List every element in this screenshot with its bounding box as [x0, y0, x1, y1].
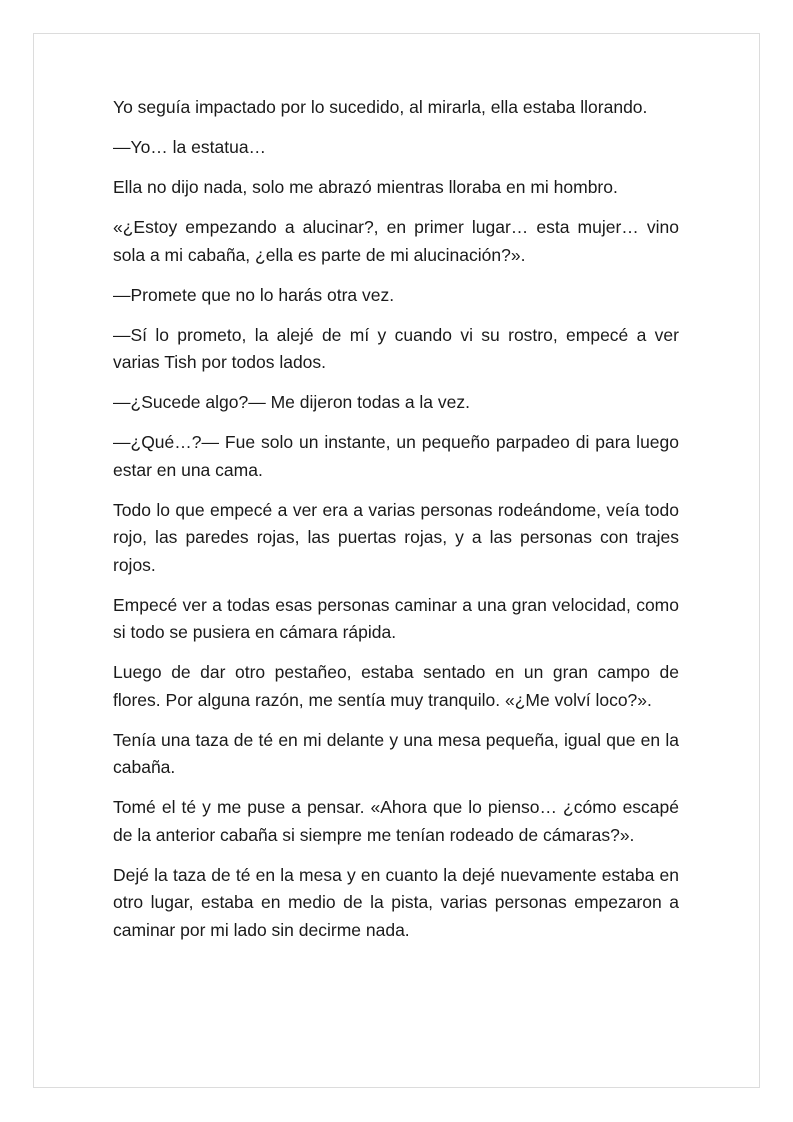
- paragraph: —Promete que no lo harás otra vez.: [113, 284, 395, 305]
- paragraph: —Sí lo prometo, la alejé de mí y cuando vi su rostro, empecé a ver varias Tish por todos lados.: [113, 324, 679, 372]
- paragraph: Tomé el té y me puse a pensar. «Ahora que lo pienso… ¿cómo escapé de la anterior cabaña si siempre me tenían rodeado de cámaras?».: [113, 797, 679, 845]
- paragraph: —¿Sucede algo?— Me dijeron todas a la vez.: [113, 392, 470, 412]
- paragraph: —¿Qué…?— Fue solo un instante, un pequeño parpadeo di para luego estar en una cama.: [113, 432, 679, 480]
- paragraph: Luego de dar otro pestañeo, estaba sentado en un gran campo de flores. Por alguna razón, me sentía muy tranquilo. «¿Me volví loco?».: [113, 662, 679, 710]
- paragraph: Todo lo que empecé a ver era a varias personas rodeándome, veía todo rojo, las paredes rojas, las puertas rojas, y a las personas con trajes rojos.: [113, 499, 679, 575]
- paragraph: Tenía una taza de té en mi delante y una mesa pequeña, igual que en la cabaña.: [113, 729, 679, 777]
- paragraph: —Yo… la estatua…: [113, 137, 267, 157]
- paragraph: Dejé la taza de té en la mesa y en cuanto la dejé nuevamente estaba en otro lugar, estaba en medio de la pista, varias personas empezaron a caminar por mi lado sin decirme nada.: [113, 864, 679, 940]
- paragraph: Ella no dijo nada, solo me abrazó mientras lloraba en mi hombro.: [113, 177, 618, 197]
- document-body: [113, 94, 679, 957]
- paragraph: «¿Estoy empezando a alucinar?, en primer lugar… esta mujer… vino sola a mi cabaña, ¿ella es parte de mi alucinación?».: [113, 217, 679, 265]
- paragraph: Yo seguía impactado por lo sucedido, al mirarla, ella estaba llorando.: [113, 97, 648, 117]
- paragraph: Empecé ver a todas esas personas caminar a una gran velocidad, como si todo se pusiera en cámara rápida.: [113, 594, 679, 642]
